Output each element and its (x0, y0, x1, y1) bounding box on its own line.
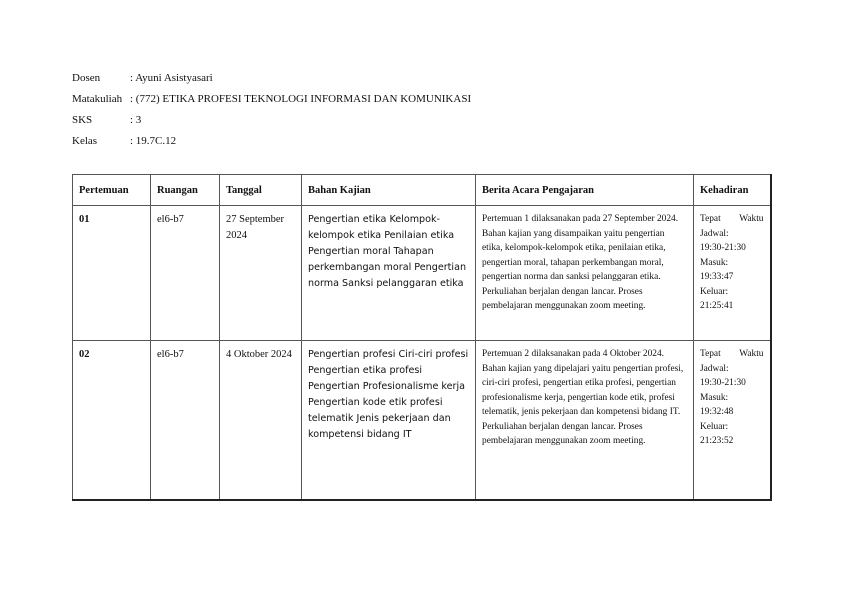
column-header-berita-acara: Berita Acara Pengajaran (476, 175, 694, 206)
sks-label: SKS (72, 114, 93, 126)
sks-value: : 3 (130, 114, 142, 126)
kehadiran-jadwal-label: Jadwal: (700, 228, 729, 239)
table-header-row (73, 175, 771, 206)
kehadiran-keluar-value: 21:23:52 (700, 436, 734, 446)
column-header-bahan-kajian: Bahan Kajian (302, 175, 476, 206)
tanggal-cell: 4 Oktober 2024 (220, 341, 302, 501)
column-header-kehadiran: Kehadiran (694, 175, 771, 206)
matakuliah-value: : (772) ETIKA PROFESI TEKNOLOGI INFORMASI DAN KOMUNIKASI (130, 93, 472, 105)
matakuliah-label: Matakuliah (72, 93, 123, 105)
kehadiran-jadwal-label: Jadwal: (700, 363, 729, 374)
column-header-tanggal: Tanggal (220, 175, 302, 206)
pertemuan-cell: 01 (73, 206, 151, 341)
kehadiran-masuk-value: 19:32:48 (700, 407, 734, 417)
kehadiran-masuk-label: Masuk: (700, 257, 729, 268)
table-row (73, 341, 771, 501)
kehadiran-cell (694, 341, 771, 501)
kehadiran-keluar-label: Keluar: (700, 421, 729, 432)
dosen-value: : Ayuni Asistyasari (130, 72, 213, 84)
berita-acara-cell: Pertemuan 2 dilaksanakan pada 4 Oktober 2024. Bahan kajian yang dipelajari yaitu pengertian profesi, ciri-ciri profesi, pengertian etika profesi, pengertian profesionalisme kerja, pengertian kode etik, profesi telematik, jenis pekerjaan dan kompetensi bidang IT. Perkuliahan berjalan dengan lancar. Proses pembelajaran menggunakan zoom meeting. (476, 341, 694, 501)
kehadiran-masuk-label: Masuk: (700, 392, 729, 403)
pertemuan-cell: 02 (73, 341, 151, 501)
kehadiran-keluar-label: Keluar: (700, 286, 729, 297)
berita-acara-cell: Pertemuan 1 dilaksanakan pada 27 September 2024. Bahan kajian yang disampaikan yaitu pengertian etika, kelompok-kelompok etika, penilaian etika, pengertian moral, tahapan perkembangan moral, pengertian norma dan sanksi pelanggaran etika. Perkuliahan berjalan dengan lancar. Proses pembelajaran menggunakan zoom meeting. (476, 206, 694, 341)
kehadiran-cell (694, 206, 771, 341)
kehadiran-status: Tepat Waktu (700, 349, 764, 359)
column-header-pertemuan: Pertemuan (73, 175, 151, 206)
kelas-label: Kelas (72, 135, 98, 147)
bahan-kajian-cell: Pengertian etika Kelompok-kelompok etika Penilaian etika Pengertian moral Tahapan perkembangan moral Pengertian norma Sanksi pelanggaran etika (302, 206, 476, 341)
kehadiran-masuk-value: 19:33:47 (700, 272, 734, 282)
ruangan-cell: el6-b7 (151, 206, 220, 341)
kehadiran-jadwal-value: 19:30-21:30 (700, 378, 746, 388)
kehadiran-jadwal-value: 19:30-21:30 (700, 243, 746, 253)
kelas-value: : 19.7C.12 (130, 135, 177, 147)
bahan-kajian-cell: Pengertian profesi Ciri-ciri profesi Pengertian etika profesi Pengertian Profesionalisme kerja Pengertian kode etik profesi telematik Jenis pekerjaan dan kompetensi bidang IT (302, 341, 476, 501)
dosen-label: Dosen (72, 72, 101, 84)
kehadiran-status: Tepat Waktu (700, 214, 764, 224)
tanggal-cell: 27 September 2024 (220, 206, 302, 341)
ruangan-cell: el6-b7 (151, 341, 220, 501)
table-row (73, 206, 771, 341)
attendance-table (72, 174, 772, 501)
column-header-ruangan: Ruangan (151, 175, 220, 206)
kehadiran-keluar-value: 21:25:41 (700, 301, 734, 311)
